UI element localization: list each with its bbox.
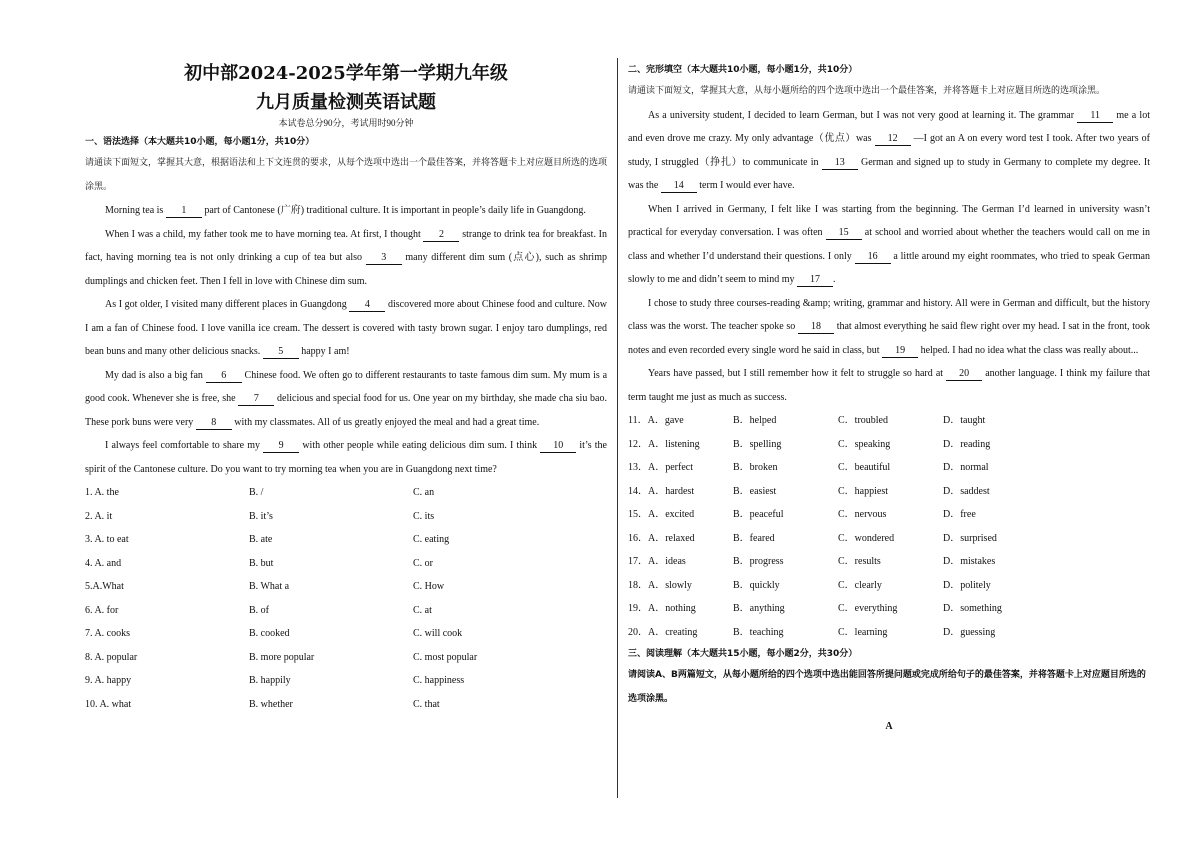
option-row: 14．A．hardest B．easiest C．happiest D．saddest — [628, 485, 990, 497]
section2-heading: 二、完形填空（本大题共10小题，每小题1分，共10分） — [628, 65, 858, 75]
option-row: 13．A．perfect B．broken C．beautiful D．normal — [628, 462, 989, 473]
s1-paragraph-4: My dad is also a big fan 6 Chinese food. We often go to different restaurants to taste famous dim sum. My mum is a good cook. Whenever she is free, she 7 delicious and special food for us. One year on my birthday, she made cha siu bao. These pork buns were very 8 with my classmates. All of us greatly enjoyed the meal and had a great time. — [85, 369, 608, 428]
column-divider — [617, 58, 618, 798]
s1-options — [85, 481, 607, 716]
s2-paragraph-4: Years have passed, but I still remember how it felt to struggle so hard at 20 another language. I think my failure that term taught me just as much as success. — [628, 368, 1150, 403]
option-row: 10. A. what B. whether C. that — [85, 698, 440, 710]
s1-paragraph-1: Morning tea is 1 part of Cantonese (广府) traditional culture. It is important in people’s daily life in Guangdong. — [105, 205, 586, 216]
option-row: 4. A. and B. but C. or — [85, 557, 433, 569]
blank-12: 12 — [875, 132, 911, 146]
s2-paragraph-2: When I arrived in Germany, I felt like I was starting from the beginning. The German I’d learned in university wasn’t practical for everyday conversation. I was often 15 at school and worried about whether the teachers would call on me in class and whether I’d understand their questions. I only 16 a little around my eight roommates, who tried to speak German slowly to me and didn’t seem to mind my 17 . — [628, 203, 1151, 285]
blank-10: 10 — [540, 439, 576, 453]
blank-13: 13 — [822, 156, 858, 170]
section3-instruction: 请阅读A、B两篇短文，从每小题所给的四个选项中选出能回答所提问题或完成所给句子的最佳答案，并将答题卡上对应题目所选的选项涂黑。 — [628, 670, 1146, 704]
option-row: 6. A. for B. of C. at — [85, 604, 432, 616]
blank-7: 7 — [238, 392, 274, 406]
option-row: 17．A．ideas B．progress C．results D．mistakes — [628, 556, 996, 567]
option-row: 3. A. to eat B. ate C. eating — [85, 534, 450, 545]
passage-label: A — [885, 721, 893, 732]
left-column — [85, 60, 607, 716]
blank-20: 20 — [946, 367, 982, 381]
blank-19: 19 — [882, 344, 918, 358]
section3-heading: 三、阅读理解（本大题共15小题，每小题2分，共30分） — [628, 649, 858, 659]
blank-5: 5 — [263, 345, 299, 359]
option-row: 1. A. the B. / C. an — [85, 487, 435, 498]
option-row: 8. A. popular B. more popular C. most popular — [85, 651, 478, 663]
s2-paragraph-3: I chose to study three courses-reading &amp; writing, grammar and history. All were in German and difficult, but the history class was the worst. The teacher spoke so 18 that almost everything he said flew right over my head. I sat in the front, took notes and even recorded every single word he said in class, but 19 helped. I had no idea what the class was really about... — [628, 297, 1150, 356]
option-row: 15．A．excited B．peaceful C．nervous D．free — [628, 509, 976, 520]
s1-paragraph-2: When I was a child, my father took me to have morning tea. At first, I thought 2 strange to drink tea for breakfast. In fact, having morning tea is not only drinking a cup of tea but also 3 many different dim sum (点心), such as shrimp dumplings and chicken feet. Then I fell in love with Chinese dim sum. — [85, 228, 608, 287]
section2-instruction: 请通读下面短文，掌握其大意，从每小题所给的四个选项中选出一个最佳答案，并将答题卡上对应题目所选的选项涂黑。 — [628, 86, 1106, 96]
blank-18: 18 — [798, 320, 834, 334]
blank-17: 17 — [797, 273, 833, 287]
option-row: 12．A．listening B．spelling C．speaking D．reading — [628, 438, 991, 450]
exam-title-line1: 初中部2024-2025学年第一学期九年级 — [184, 63, 508, 84]
exam-subtitle: 本试卷总分90分，考试用时90分钟 — [278, 118, 414, 128]
blank-16: 16 — [855, 250, 891, 264]
blank-1: 1 — [166, 204, 202, 218]
blank-15: 15 — [826, 226, 862, 240]
blank-3: 3 — [366, 251, 402, 265]
option-row: 2. A. it B. it’s C. its — [85, 510, 435, 522]
right-column — [628, 60, 1150, 739]
s1-paragraph-3: As I got older, I visited many different places in Guangdong 4 discovered more about Chinese food and culture. Now I am a fan of Chinese food. I love vanilla ice cream. The dessert is covered with tasty brown sugar. I enjoy taro dumplings, red bean buns and many other delicious snacks. 5 happy I am! — [85, 299, 607, 357]
exam-title-line2: 九月质量检测英语试题 — [256, 92, 436, 113]
option-row: 20．A．creating B．teaching C．learning D．guessing — [628, 626, 996, 638]
s2-options — [628, 409, 1150, 644]
section1-heading: 一、语法选择（本大题共10小题，每小题1分，共10分） — [85, 137, 315, 147]
s2-paragraph-1: As a university student, I decided to learn German, but I was not very good at learning it. The grammar 11 me a lot and even drove me crazy. My only advantage（优点）was 12 —I got an A on every word test I took. After two years of study, I struggled（挣扎）to communicate in 13 German and signed up to study in Germany to complete my degree. It was the 14 term I would ever have. — [628, 109, 1150, 191]
blank-9: 9 — [263, 439, 299, 453]
option-row: 18．A．slowly B．quickly C．clearly D．politely — [628, 579, 991, 591]
section1-instruction: 请通读下面短文，掌握其大意，根据语法和上下文连贯的要求，从每个选项中选出一个最佳答案，并将答题卡上对应题目所选的选项涂黑。 — [85, 158, 608, 192]
blank-11: 11 — [1077, 109, 1113, 123]
blank-14: 14 — [661, 179, 697, 193]
option-row: 5.A.What B. What a C. How — [85, 581, 445, 592]
blank-6: 6 — [206, 369, 242, 383]
s1-paragraph-5: I always feel comfortable to share my 9 with other people while eating delicious dim sum. I think 10 it’s the spirit of the Cantonese culture. Do you want to try morning tea when you are in Guangdong next time? — [85, 440, 607, 475]
option-row: 11．A．gave B．helped C．troubled D．taught — [628, 415, 986, 426]
option-row: 16．A．relaxed B．feared C．wondered D．surprised — [628, 532, 997, 544]
option-row: 9. A. happy B. happily C. happiness — [85, 675, 465, 686]
option-row: 19．A．nothing B．anything C．everything D．something — [628, 603, 1002, 614]
option-row: 7. A. cooks B. cooked C. will cook — [85, 628, 463, 639]
blank-8: 8 — [196, 416, 232, 430]
blank-2: 2 — [423, 228, 459, 242]
blank-4: 4 — [349, 298, 385, 312]
